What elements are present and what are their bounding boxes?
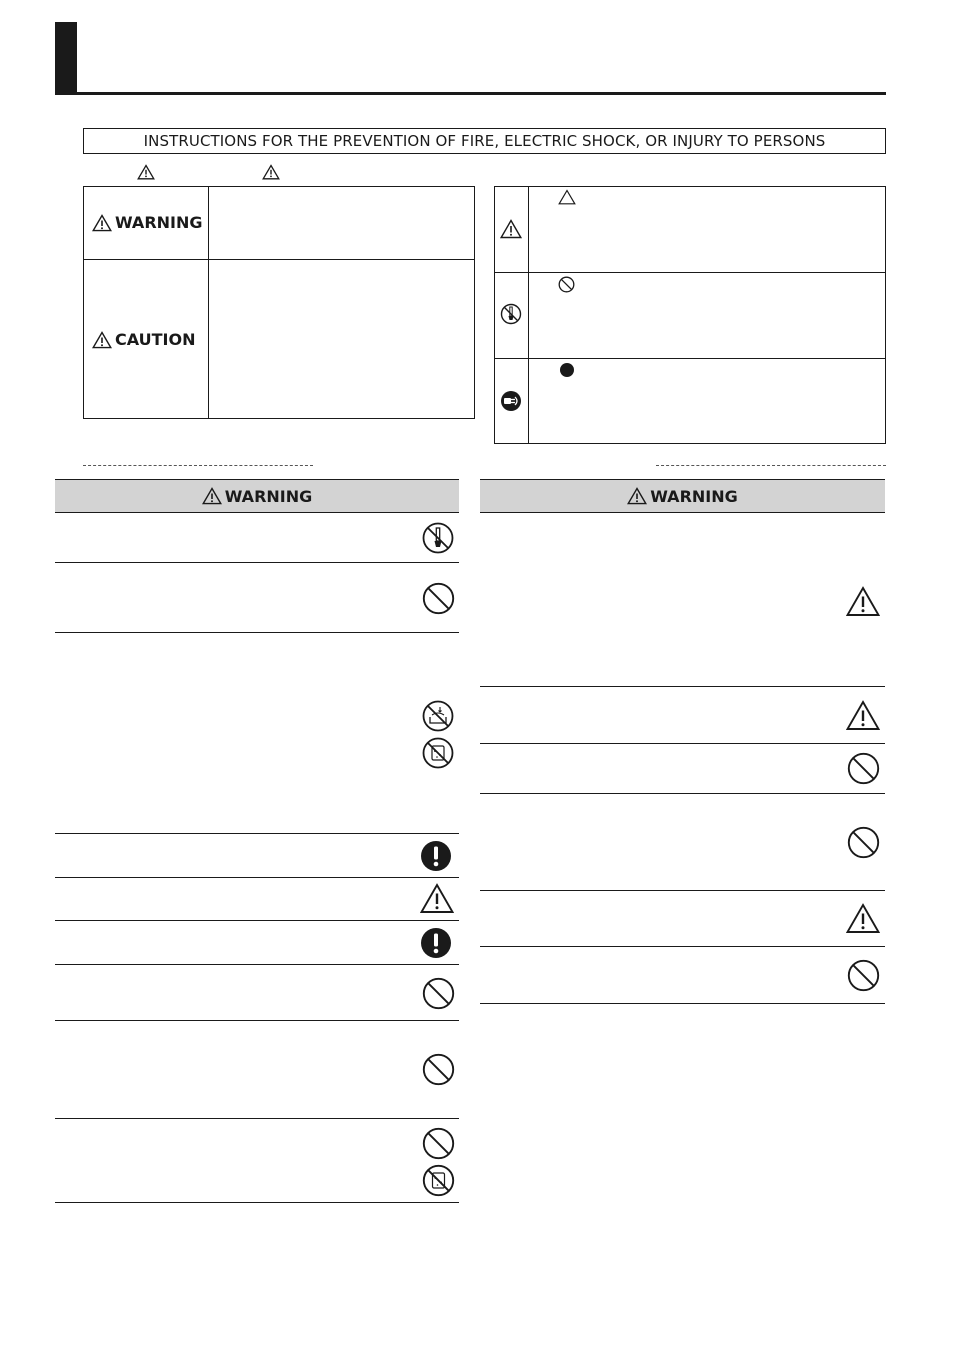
row-divider bbox=[480, 946, 885, 947]
row-divider bbox=[480, 686, 885, 687]
row-divider bbox=[55, 1202, 459, 1203]
legend-divider bbox=[208, 186, 209, 419]
header-rule bbox=[55, 92, 886, 95]
warning-heading-text: WARNING bbox=[650, 486, 738, 506]
warning-triangle-icon bbox=[420, 883, 454, 914]
no-disassembly-icon bbox=[500, 303, 522, 325]
no-moisture-icon bbox=[422, 1164, 455, 1197]
row-divider bbox=[55, 920, 459, 921]
outline-triangle-icon bbox=[558, 189, 576, 205]
symbols-row-divider bbox=[494, 358, 886, 359]
symbols-row-divider bbox=[494, 272, 886, 273]
warning-triangle-icon bbox=[137, 164, 155, 180]
symbols-table bbox=[494, 186, 886, 444]
warning-heading-text: WARNING bbox=[224, 486, 313, 506]
warning-triangle-icon bbox=[846, 903, 880, 934]
warning-triangle-icon bbox=[92, 214, 112, 232]
unplug-icon bbox=[500, 390, 522, 412]
prohibition-circle-icon bbox=[558, 276, 575, 293]
right-warning-header bbox=[480, 479, 885, 513]
row-divider bbox=[480, 890, 885, 891]
row-divider bbox=[55, 877, 459, 878]
row-divider bbox=[480, 743, 885, 744]
no-water-icon bbox=[422, 700, 454, 732]
prohibition-icon bbox=[847, 959, 880, 992]
prohibition-icon bbox=[422, 1127, 455, 1160]
prohibition-icon bbox=[422, 582, 455, 615]
row-divider bbox=[55, 1020, 459, 1021]
row-divider bbox=[480, 793, 885, 794]
symbols-divider bbox=[528, 186, 529, 444]
warning-heading bbox=[627, 487, 738, 506]
dashed-separator bbox=[656, 465, 886, 466]
legend-warning-label bbox=[92, 213, 203, 232]
warning-triangle-icon bbox=[92, 331, 112, 349]
mandatory-action-icon bbox=[420, 927, 452, 959]
warning-triangle-icon bbox=[262, 164, 280, 180]
caution-label-text: CAUTION bbox=[115, 330, 196, 349]
dashed-separator bbox=[83, 465, 313, 466]
prohibition-icon bbox=[847, 752, 880, 785]
warning-triangle-icon bbox=[500, 219, 522, 239]
row-divider bbox=[55, 562, 459, 563]
mandatory-action-icon bbox=[420, 840, 452, 872]
row-divider bbox=[55, 964, 459, 965]
prohibition-icon bbox=[422, 1053, 455, 1086]
warning-triangle-icon bbox=[846, 586, 880, 617]
warning-triangle-icon bbox=[627, 487, 647, 505]
legend-row-divider bbox=[83, 259, 475, 260]
filled-circle-icon bbox=[559, 362, 575, 378]
row-divider bbox=[55, 1118, 459, 1119]
row-divider bbox=[55, 833, 459, 834]
warning-heading bbox=[202, 487, 313, 506]
row-divider bbox=[55, 632, 459, 633]
instructions-banner: INSTRUCTIONS FOR THE PREVENTION OF FIRE, ELECTRIC SHOCK, OR INJURY TO PERSONS bbox=[83, 128, 886, 154]
warning-label-text: WARNING bbox=[115, 213, 203, 232]
warning-triangle-icon bbox=[202, 487, 222, 505]
row-divider bbox=[480, 1003, 885, 1004]
chapter-tab-marker bbox=[55, 22, 77, 94]
prohibition-icon bbox=[847, 826, 880, 859]
no-moisture-icon bbox=[422, 737, 454, 769]
prohibition-icon bbox=[422, 977, 455, 1010]
legend-caution-label bbox=[92, 330, 195, 349]
no-disassembly-icon bbox=[422, 522, 454, 554]
left-warning-header bbox=[55, 479, 459, 513]
warning-triangle-icon bbox=[846, 700, 880, 731]
